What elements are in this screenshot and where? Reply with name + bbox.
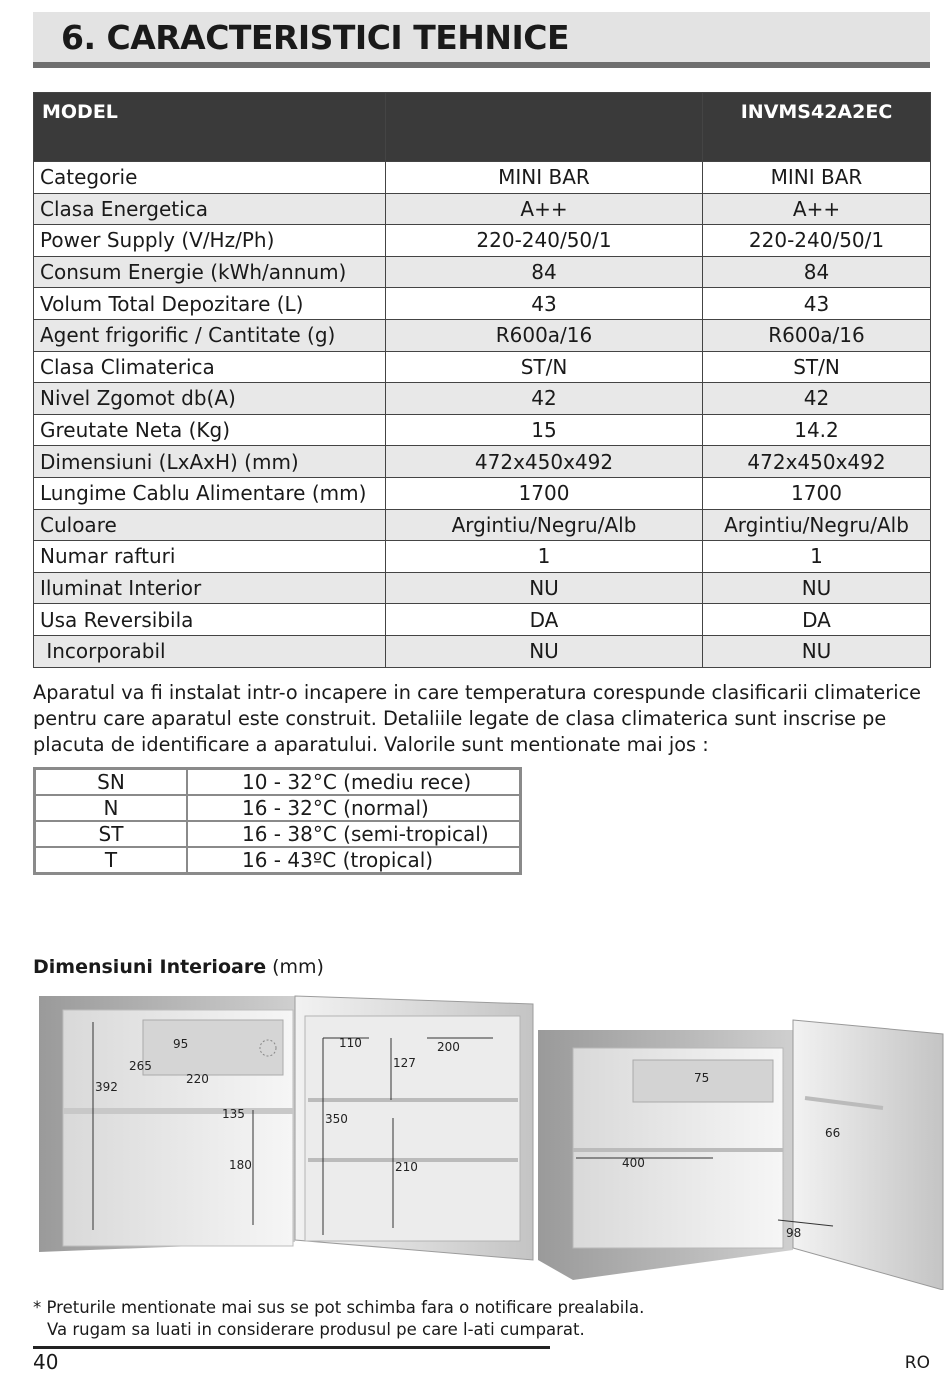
section-title-bar	[33, 12, 930, 68]
heading-unit: (mm)	[266, 956, 324, 978]
dim-label: 110	[339, 1036, 362, 1050]
spec-value: NU	[386, 635, 703, 667]
table-row	[34, 193, 931, 225]
spec-value: 1	[386, 541, 703, 573]
table-row	[34, 572, 931, 604]
spec-value: 220-240/50/1	[386, 225, 703, 257]
table-row	[34, 604, 931, 636]
specs-table	[33, 92, 931, 668]
climate-paragraph	[33, 680, 938, 758]
fridge-right-open	[538, 1020, 943, 1290]
spec-value: 15	[386, 414, 703, 446]
specs-header-blank	[386, 93, 703, 162]
climate-class-table	[33, 767, 522, 875]
climate-class: ST	[35, 821, 188, 847]
spec-label: Clasa Climaterica	[34, 351, 386, 383]
climate-class: N	[35, 795, 188, 821]
spec-value: A++	[386, 193, 703, 225]
note-line: Va rugam sa luati in considerare produsul pe care l-ati cumparat.	[47, 1320, 585, 1339]
spec-value: 14.2	[703, 414, 931, 446]
table-row	[34, 635, 931, 667]
table-row	[34, 351, 931, 383]
spec-value: 42	[386, 383, 703, 415]
spec-value: 1700	[703, 477, 931, 509]
spec-value: 1	[703, 541, 931, 573]
spec-label: Incorporabil	[34, 635, 386, 667]
spec-value: R600a/16	[386, 319, 703, 351]
fridge-dimensions-illustration	[33, 990, 945, 1294]
spec-value: A++	[703, 193, 931, 225]
table-row	[34, 162, 931, 194]
climate-range: 16 - 43ºC (tropical)	[187, 847, 521, 874]
table-row	[34, 477, 931, 509]
climate-class: SN	[35, 769, 188, 796]
spec-label: Lungime Cablu Alimentare (mm)	[34, 477, 386, 509]
dim-label: 95	[173, 1037, 189, 1051]
spec-label: Culoare	[34, 509, 386, 541]
climate-range: 16 - 38°C (semi-tropical)	[187, 821, 521, 847]
climate-range: 16 - 32°C (normal)	[187, 795, 521, 821]
spec-label: Greutate Neta (Kg)	[34, 414, 386, 446]
spec-label: Nivel Zgomot db(A)	[34, 383, 386, 415]
table-row	[34, 414, 931, 446]
table-row	[34, 541, 931, 573]
spec-value: 472x450x492	[386, 446, 703, 478]
spec-label: Consum Energie (kWh/annum)	[34, 256, 386, 288]
dim-label: 66	[825, 1126, 841, 1140]
spec-value: 1700	[386, 477, 703, 509]
spec-value: R600a/16	[703, 319, 931, 351]
specs-header-code: INVMS42A2EC	[703, 93, 931, 162]
spec-label: Numar rafturi	[34, 541, 386, 573]
spec-label: Power Supply (V/Hz/Ph)	[34, 225, 386, 257]
dim-label: 350	[325, 1112, 348, 1126]
table-row	[34, 256, 931, 288]
dim-label: 127	[393, 1056, 416, 1070]
dim-label: 392	[95, 1080, 118, 1094]
table-row	[34, 319, 931, 351]
table-row	[34, 446, 931, 478]
page-number: 40	[33, 1350, 59, 1374]
spec-label: Categorie	[34, 162, 386, 194]
paragraph-line: Aparatul va fi instalat intr-o incapere in care temperatura corespunde clasificarii climaterice	[33, 681, 922, 704]
paragraph-line: placuta de identificare a aparatului. Valorile sunt mentionate mai jos :	[33, 733, 709, 756]
spec-value: MINI BAR	[386, 162, 703, 194]
spec-label: Volum Total Depozitare (L)	[34, 288, 386, 320]
page-title: 6. CARACTERISTICI TEHNICE	[61, 18, 570, 57]
spec-value: DA	[703, 604, 931, 636]
spec-value: NU	[703, 572, 931, 604]
fridge-cabinet-left	[39, 996, 295, 1252]
table-row	[35, 821, 521, 847]
spec-value: NU	[703, 635, 931, 667]
spec-label: Agent frigorific / Cantitate (g)	[34, 319, 386, 351]
table-row	[34, 509, 931, 541]
table-row	[34, 288, 931, 320]
spec-value: MINI BAR	[703, 162, 931, 194]
table-row	[35, 795, 521, 821]
specs-header-model: MODEL	[34, 93, 386, 162]
dim-label: 135	[222, 1107, 245, 1121]
spec-value: ST/N	[386, 351, 703, 383]
spec-value: NU	[386, 572, 703, 604]
spec-value: 43	[703, 288, 931, 320]
table-row	[34, 225, 931, 257]
dim-label: 75	[694, 1071, 710, 1085]
price-note	[33, 1297, 644, 1341]
specs-header-row	[34, 93, 931, 162]
spec-label: Usa Reversibila	[34, 604, 386, 636]
spec-value: ST/N	[703, 351, 931, 383]
fridge-door-middle	[295, 996, 533, 1260]
language-code: RO	[904, 1353, 930, 1373]
spec-value: 472x450x492	[703, 446, 931, 478]
dim-label: 200	[437, 1040, 460, 1054]
spec-value: 84	[386, 256, 703, 288]
footer-rule	[33, 1346, 550, 1349]
note-line: * Preturile mentionate mai sus se pot schimba fara o notificare prealabila.	[33, 1298, 645, 1317]
spec-value: 84	[703, 256, 931, 288]
spec-value: Argintiu/Negru/Alb	[703, 509, 931, 541]
spec-label: Clasa Energetica	[34, 193, 386, 225]
dim-label: 265	[129, 1059, 152, 1073]
dim-label: 180	[229, 1158, 252, 1172]
spec-value: 43	[386, 288, 703, 320]
dim-label: 220	[186, 1072, 209, 1086]
paragraph-line: pentru care aparatul este construit. Detaliile legate de clasa climaterica sunt inscrise pe	[33, 707, 887, 730]
dim-label: 400	[622, 1156, 645, 1170]
spec-value: 42	[703, 383, 931, 415]
heading-bold: Dimensiuni Interioare	[33, 956, 267, 978]
spec-value: Argintiu/Negru/Alb	[386, 509, 703, 541]
interior-dimensions-heading	[33, 956, 324, 978]
spec-label: Iluminat Interior	[34, 572, 386, 604]
table-row	[35, 769, 521, 796]
spec-value: 220-240/50/1	[703, 225, 931, 257]
spec-value: DA	[386, 604, 703, 636]
table-row	[35, 847, 521, 874]
spec-label: Dimensiuni (LxAxH) (mm)	[34, 446, 386, 478]
dim-label: 210	[395, 1160, 418, 1174]
climate-range: 10 - 32°C (mediu rece)	[187, 769, 521, 796]
table-row	[34, 383, 931, 415]
dim-label: 98	[786, 1226, 802, 1240]
climate-class: T	[35, 847, 188, 874]
